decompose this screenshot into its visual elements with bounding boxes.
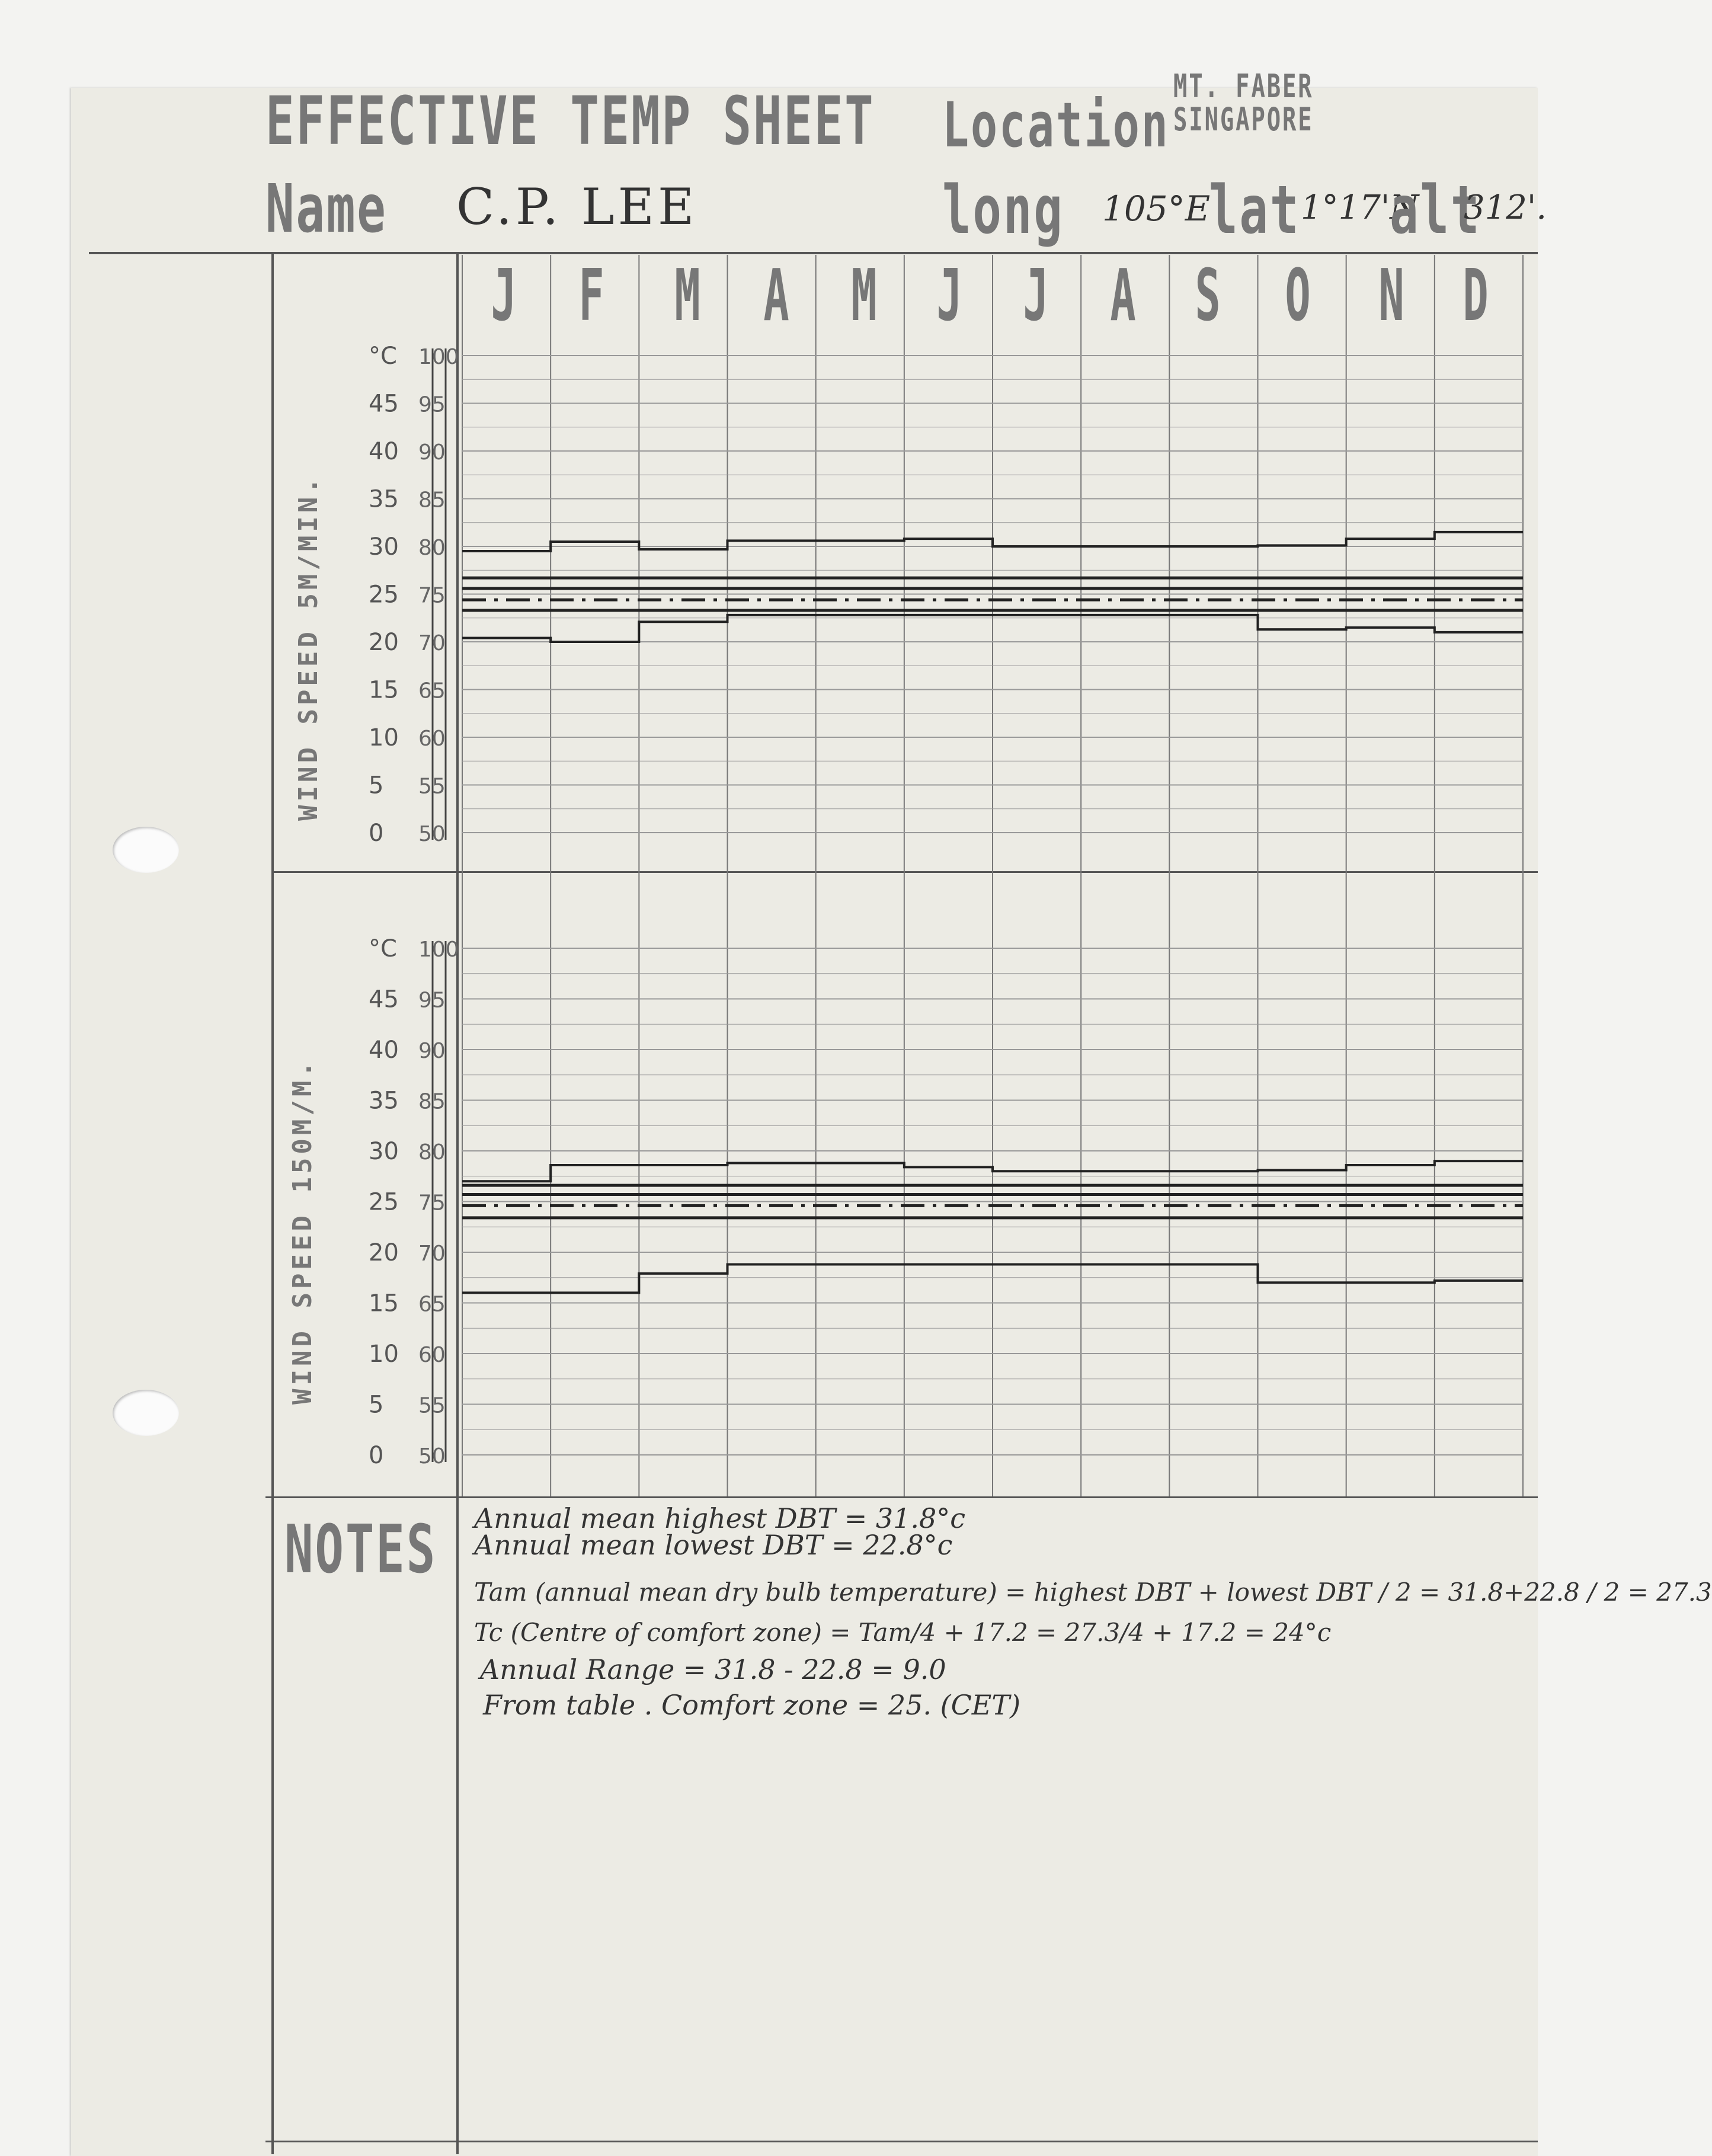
y-tick-label-humidity: 85 xyxy=(418,1089,446,1114)
y-tick-label-humidity: 100 xyxy=(418,345,459,369)
y-tick-label-humidity: 80 xyxy=(418,536,446,560)
latitude-label: lat xyxy=(1209,172,1301,249)
y-tick-label-celsius: 35 xyxy=(369,1087,399,1115)
name-value: C.P. LEE xyxy=(456,178,698,236)
y-tick-label-celsius: 15 xyxy=(369,676,399,704)
y-tick-label-celsius: 40 xyxy=(369,438,399,465)
y-tick-label-humidity: 90 xyxy=(418,1039,446,1063)
y-tick-label-humidity: 50 xyxy=(418,822,446,846)
y-tick-label-humidity: 60 xyxy=(418,727,446,751)
y-tick-label-humidity: 80 xyxy=(418,1140,446,1165)
y-tick-label-humidity: 55 xyxy=(418,774,446,799)
month-header: M xyxy=(674,255,700,337)
y-tick-label-celsius: 25 xyxy=(369,581,399,609)
month-header: D xyxy=(1463,255,1489,337)
y-tick-label-celsius: 15 xyxy=(369,1290,399,1317)
y-tick-label-humidity: 50 xyxy=(418,1444,446,1469)
y-tick-label-celsius: 30 xyxy=(369,533,399,561)
y-tick-label-humidity: 75 xyxy=(418,1191,446,1215)
name-label: Name xyxy=(265,171,388,248)
altitude-value: 312'. xyxy=(1464,188,1547,227)
note-line: Annual mean lowest DBT = 22.8°c xyxy=(474,1529,953,1561)
y-tick-label-humidity: 95 xyxy=(418,988,446,1013)
y-tick-label-celsius: 5 xyxy=(369,772,384,799)
y-tick-label-celsius: 45 xyxy=(369,390,399,418)
y-tick-label-humidity: 95 xyxy=(418,392,446,417)
y-tick-label-celsius: 10 xyxy=(369,724,399,751)
sheet-title: EFFECTIVE TEMP SHEET xyxy=(265,83,875,160)
y-tick-label-humidity: 70 xyxy=(418,631,446,655)
notes-title: NOTES xyxy=(284,1511,437,1588)
panel1-axis-label: WIND SPEED 5M/MIN. xyxy=(293,474,324,821)
month-header: F xyxy=(578,255,604,337)
month-header: A xyxy=(763,255,789,337)
month-header: J xyxy=(936,255,962,337)
note-line: Tc (Centre of comfort zone) = Tam/4 + 17.2 = 27.3/4 + 17.2 = 24°c xyxy=(474,1618,1332,1647)
y-tick-label-celsius: 0 xyxy=(369,1442,384,1469)
month-header: N xyxy=(1378,255,1404,337)
note-line: Annual Range = 31.8 - 22.8 = 9.0 xyxy=(480,1653,946,1685)
note-line: Annual mean highest DBT = 31.8°c xyxy=(474,1502,966,1534)
y-tick-label-humidity: 90 xyxy=(418,440,446,465)
note-line: From table . Comfort zone = 25. (CET) xyxy=(483,1689,1021,1721)
longitude-value: 105°E xyxy=(1102,188,1211,229)
y-tick-label-celsius: 45 xyxy=(369,986,399,1013)
y-tick-label-humidity: 85 xyxy=(418,488,446,513)
y-tick-label-celsius: 10 xyxy=(369,1341,399,1368)
y-tick-label-humidity: 65 xyxy=(418,679,446,703)
y-tick-label-celsius: °C xyxy=(369,343,397,370)
y-tick-label-celsius: 0 xyxy=(369,820,384,847)
location-label: Location xyxy=(942,89,1170,161)
month-header: J xyxy=(1023,255,1049,337)
y-tick-label-celsius: 20 xyxy=(369,629,399,656)
y-tick-label-humidity: 60 xyxy=(418,1343,446,1367)
y-tick-label-celsius: 5 xyxy=(369,1391,384,1419)
latitude-value: 1°17'N xyxy=(1301,188,1419,227)
y-tick-label-celsius: 35 xyxy=(369,485,399,513)
month-header: O xyxy=(1285,255,1311,337)
month-header: J xyxy=(491,255,517,337)
y-tick-label-celsius: 40 xyxy=(369,1037,399,1064)
longitude-label: long xyxy=(942,172,1064,249)
month-header: A xyxy=(1110,255,1136,337)
y-tick-label-humidity: 75 xyxy=(418,583,446,608)
y-tick-label-humidity: 55 xyxy=(418,1393,446,1418)
panel2-axis-label: WIND SPEED 150M/M. xyxy=(287,1058,318,1405)
y-tick-label-humidity: 70 xyxy=(418,1242,446,1266)
location-value: MT. FABER SINGAPORE xyxy=(1173,68,1314,138)
y-tick-label-celsius: 25 xyxy=(369,1188,399,1216)
y-tick-label-humidity: 65 xyxy=(418,1292,446,1317)
month-header: S xyxy=(1195,255,1221,337)
note-line: Tam (annual mean dry bulb temperature) = highest DBT + lowest DBT / 2 = 31.8+22.8 / 2 = 27.3 xyxy=(474,1578,1712,1607)
y-tick-label-celsius: °C xyxy=(369,935,397,962)
y-tick-label-celsius: 30 xyxy=(369,1138,399,1165)
y-tick-label-humidity: 100 xyxy=(418,938,459,962)
y-tick-label-celsius: 20 xyxy=(369,1239,399,1266)
altitude-label: alt xyxy=(1390,172,1481,249)
month-header: M xyxy=(851,255,877,337)
